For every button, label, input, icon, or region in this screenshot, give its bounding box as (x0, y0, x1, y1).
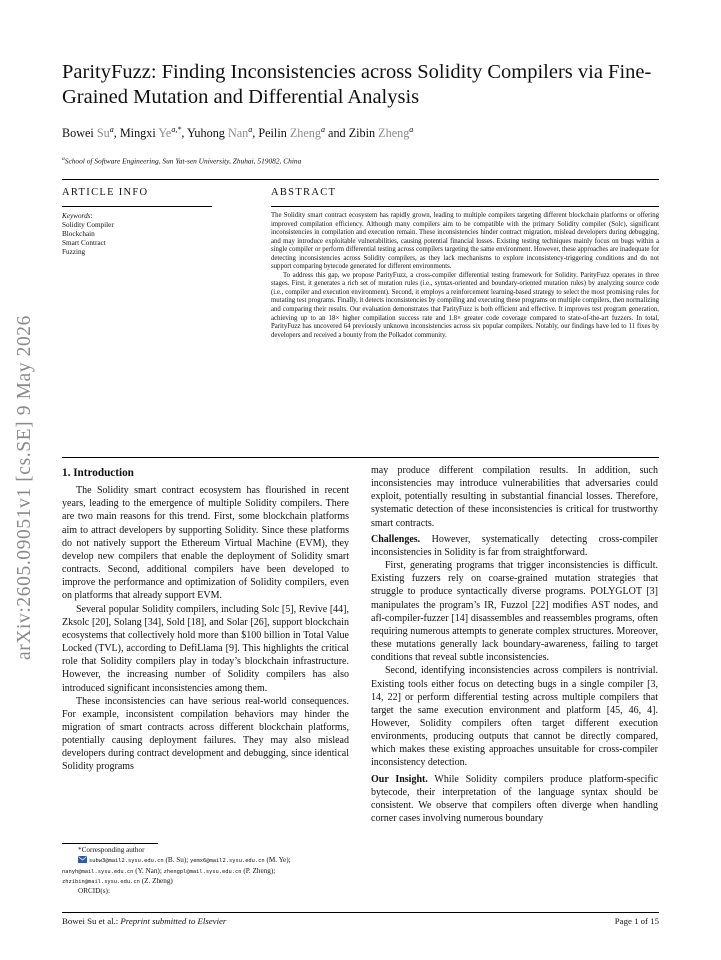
header-divider (62, 179, 659, 180)
email-address[interactable]: nanyh@mail.sysu.edu.cn (62, 868, 134, 875)
author-affiliation-marker: a (248, 125, 253, 134)
author-affiliation-marker: a (321, 125, 325, 134)
email-owner: (B. Su); (163, 856, 191, 865)
email-address[interactable]: zhzibin@mail.sysu.edu.cn (62, 878, 140, 885)
keyword-list (62, 221, 212, 257)
arxiv-identifier: arXiv:2605.09051v1 [cs.SE] 9 May 2026 (14, 315, 35, 660)
insight-paragraph (371, 773, 658, 826)
keywords-block (62, 212, 212, 257)
body-paragraph: Second, identifying inconsistencies across compilers is nontrivial. Existing tools either focus on detecting bugs in a single compiler [3, 14, 22] or perform differential testing across multiple compilers that target the same execution environment and platform [45, 46, 4]. However, Solidity compilers often target different execution environments, producing outputs that cannot be directly compared, which makes these existing approaches unsuitable for cross-compiler inconsistency detection. (371, 665, 658, 769)
author-given-name: Peilin (258, 126, 290, 141)
running-footer (62, 916, 226, 926)
body-paragraph: may produce different compilation results. In addition, such inconsistencies may introduce vulnerabilities that adversaries could exploit, potentially resulting in substantial financial losses. Therefore, systematic detection of these inconsistencies is critical for trustworthy smart contracts. (371, 465, 658, 529)
abstract-paragraph: To address this gap, we propose ParityFuzz, a cross-compiler differential testing framework for Solidity. ParityFuzz operates in three stages. First, it generates a rich set of mutation rules (i.e., syntax-oriented and boundary-oriented mutation rules) by analyzing source code (i.e., compiler and execution environment). Second, it employs a reinforcement learning-based strategy to select the most promising rules for mutating test programs. Finally, it detects inconsistencies by compiling and executing these programs on multiple compilers, then normalizing and comparing their results. Our evaluation demonstrates that ParityFuzz is both efficient and effective. It improves test program generation, achieving up to an 18× higher compilation success rate and 1.8× greater code coverage compared to state-of-the-art fuzzers. In total, ParityFuzz has uncovered 64 previously unknown inconsistencies across six popular compilers. Notably, our findings have led to 11 fixes by developers and received a bounty from the Polkadot community. (271, 271, 659, 339)
affiliation-marker: a (62, 156, 65, 162)
footnote-rule (62, 843, 158, 844)
email-address[interactable]: zhengpl@mail.sysu.edu.cn (163, 868, 242, 875)
author-affiliation-marker: a,* (171, 125, 182, 134)
paper-title: ParityFuzz: Finding Inconsistencies across Solidity Compilers via Fine-Grained Mutation and Differential Analysis (62, 61, 652, 108)
insight-text: While Solidity compilers produce platform-specific bytecode, their interpretation of the language syntax should be consistent. We observe that compilers often diverge when handling corner cases involving numerous boundary (371, 773, 658, 825)
author-family-name: Zheng (378, 126, 410, 141)
author-family-name: Ye (158, 126, 172, 141)
author-name (258, 126, 325, 140)
left-column (62, 464, 349, 774)
affiliation (62, 156, 662, 165)
abstract-rule (271, 206, 659, 207)
author-family-name: Zheng (289, 126, 321, 141)
abstract-divider (62, 457, 659, 458)
body-paragraph: Several popular Solidity compilers, including Solc [5], Revive [44], Zksolc [20], Solang [34], Sold [18], and Solar [26], support blockchain ecosystems that collectively hold more than $100 billion in Total Value Locked (TVL), according to DefiLlama [9]. This highlights the critical role that Solidity compilers play in today’s blockchain infrastructure. However, the increasing number of Solidity compilers has also introduced significant inconsistencies among them. (62, 603, 349, 694)
challenges-label: Challenges. (371, 533, 421, 545)
orcid-label: ORCID(s): (78, 887, 110, 896)
right-column (371, 464, 658, 825)
author-affiliation-marker: a (109, 125, 114, 134)
affiliation-text: School of Software Engineering, Sun Yat-sen University, Zhuhai, 519082, China (64, 156, 302, 166)
author-name (187, 126, 252, 140)
author-name (120, 126, 181, 140)
author-affiliation-marker: a (409, 125, 414, 134)
challenges-paragraph (371, 533, 658, 559)
author-given-name: Bowei (62, 126, 97, 141)
mail-icon (78, 856, 87, 863)
author-name (62, 126, 114, 140)
footer-rule (62, 912, 659, 913)
author-family-name: Nan (227, 126, 249, 141)
email-owner: (M. Ye); (264, 856, 291, 865)
keywords-label: Keywords: (62, 212, 93, 220)
author-family-name: Su (96, 126, 110, 141)
email-address[interactable]: yemx6@mail2.sysu.edu.cn (190, 858, 265, 865)
footer-venue: Preprint submitted to Elsevier (120, 916, 227, 926)
keyword: Smart Contract (62, 239, 106, 247)
page-number: Page 1 of 15 (614, 916, 659, 926)
footer-authors: Bowei Su et al.: (62, 916, 121, 926)
body-paragraph: These inconsistencies can have serious real-world consequences. For example, inconsistent compilation behaviors may hinder the migration of smart contracts across different blockchain platforms, potentially causing deployment failures. They may also mislead developers during contract development and debugging, since identical Solidity programs (62, 695, 349, 773)
body-paragraph: First, generating programs that trigger inconsistencies is difficult. Existing fuzzers rely on coarse-grained mutation strategies that struggle to produce syntactically diverse programs. POLYGLOT [3] manipulates the program’s IR, Fuzzol [22] modifies AST nodes, and afl-compiler-fuzzer [14] disassembles and reassembles programs, often requiring numerous attempts to generate complex structures. Moreover, these mutations generally lack boundary-awareness, failing to target conditions that reveal subtle inconsistencies. (371, 560, 658, 664)
abstract-body (271, 212, 659, 340)
author-name (349, 126, 414, 140)
keyword: Blockchain (62, 230, 95, 238)
author-list: Bowei Su$^a$, Mingxi $Ye^{a,*}$, Yuhong Nan$^a$, Peilin Zheng$^a$ and Zibin Zheng$^a$ (62, 125, 414, 141)
email-owner: (Z. Zheng) (139, 876, 173, 885)
body-paragraph: The Solidity smart contract ecosystem has flourished in recent years, leading to the emergence of multiple Solidity compilers. There are two main reasons for this trend. First, some blockchain platforms aim to attract developers by supporting Solidity. Since these platforms do not natively support the Ethereum Virtual Machine (EVM), they develop new compilers that enable the deployment of Solidity smart contracts. Second, additional compilers have been developed to improve the performance and optimization of Solidity compilers, even on platforms that already support EVM. (62, 485, 349, 602)
abstract-heading: ABSTRACT (271, 187, 337, 198)
corresponding-author-note: *Corresponding author (78, 846, 145, 854)
email-address[interactable]: subw3@mail2.sysu.edu.cn (89, 858, 164, 865)
email-owner: (P. Zheng); (241, 866, 276, 875)
article-info-rule (62, 206, 212, 207)
article-info-heading: ARTICLE INFO (62, 187, 149, 198)
author-given-name: Mingxi (119, 126, 159, 141)
challenges-text: However, systematically detecting cross-compiler inconsistencies in Solidity is far from straightforward. (371, 533, 658, 558)
keyword: Fuzzing (62, 248, 86, 256)
email-list (62, 855, 349, 887)
abstract-paragraph: The Solidity smart contract ecosystem has rapidly grown, leading to multiple compilers targeting different blockchain platforms or offering improved compilation efficiency. Although many compilers aim to be compatible with the primary Solidity compiler (Solc), significant inconsistencies in compilation and execution remain. These inconsistencies hinder contract migration, mislead developers during debugging, and may introduce exploitable vulnerabilities, causing potential financial losses. Existing testing techniques mainly focus on bugs within a single compiler or perform differential testing across compilers targeting the same environment. However, these approaches are inadequate for detecting inconsistencies across Solidity compilers, as they lack mechanisms to explore inconsistency-triggering conditions and do not support comparing bytecode generated for different environments. (271, 212, 659, 271)
section-heading: 1. Introduction (62, 467, 134, 479)
author-given-name: Zibin (348, 126, 379, 141)
email-owner: (Y. Nan); (133, 866, 164, 875)
insight-label: Our Insight. (371, 773, 428, 785)
keyword: Solidity Compiler (62, 221, 114, 229)
footnote (62, 846, 349, 896)
author-given-name: Yuhong (186, 126, 228, 141)
